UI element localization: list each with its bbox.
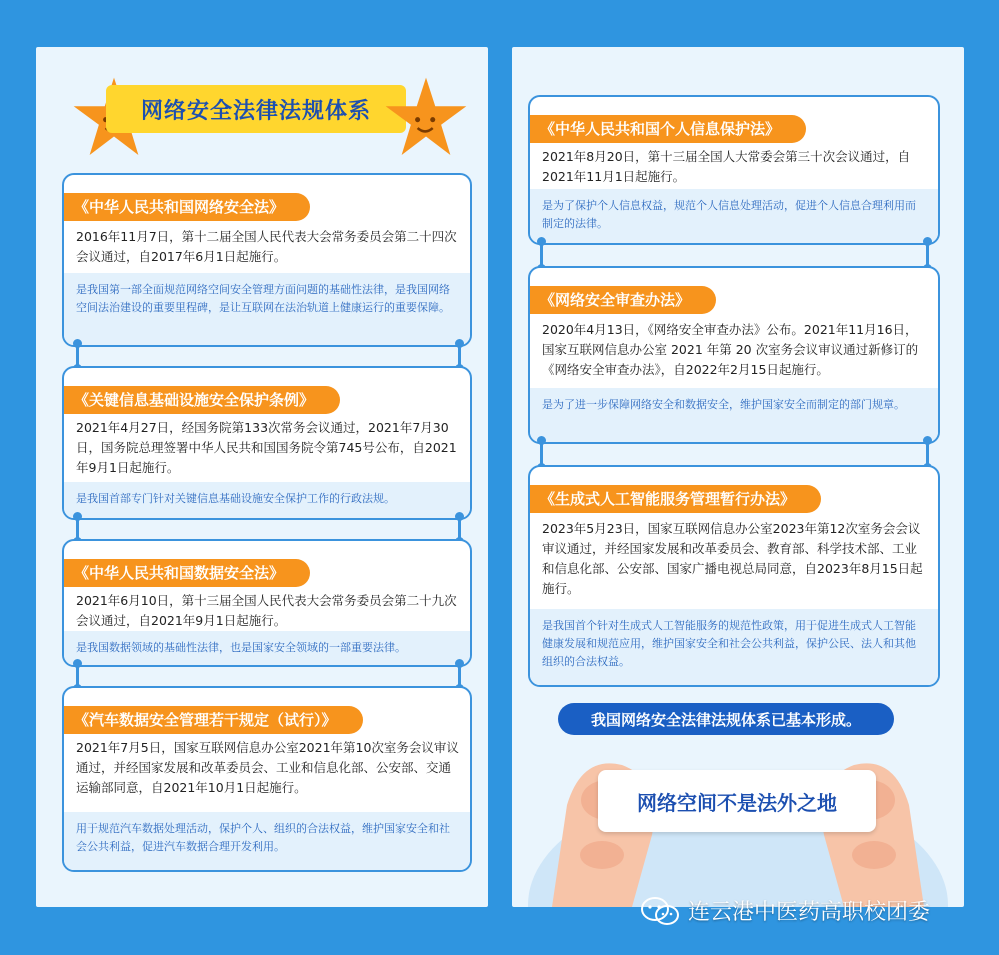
law-card-title: 《中华人民共和国数据安全法》: [62, 559, 310, 587]
connector: [926, 440, 929, 468]
law-card: [62, 173, 472, 347]
law-card-title: 《中华人民共和国网络安全法》: [62, 193, 310, 221]
watermark: [640, 895, 930, 926]
law-card-title: 《关键信息基础设施安全保护条例》: [62, 386, 340, 414]
law-card: [62, 686, 472, 872]
law-card-body: 2021年4月27日，经国务院第133次常务会议通过，2021年7月30日，国务院总理签署中华人民共和国国务院令第745号公布，自2021年9月1日起施行。: [76, 420, 457, 475]
law-card-body: 2016年11月7日，第十二届全国人民代表大会常务委员会第二十四次会议通过，自2017年6月1日起施行。: [76, 229, 457, 264]
law-card-body: 2021年6月10日，第十三届全国人民代表大会常务委员会第二十九次会议通过，自2021年9月1日起施行。: [76, 593, 457, 628]
law-card-note: 是我国第一部全面规范网络空间安全管理方面问题的基础性法律，是我国网络空间法治建设的重要里程碑，是让互联网在法治轨道上健康运行的重要保障。: [64, 273, 470, 345]
law-card-note: 是为了保护个人信息权益，规范个人信息处理活动，促进个人信息合理利用而制定的法律。: [530, 189, 938, 243]
law-card-note: 是为了进一步保障网络安全和数据安全，维护国家安全而制定的部门规章。: [530, 388, 938, 442]
law-card-title: 《中华人民共和国个人信息保护法》: [528, 115, 806, 143]
summary-banner: 我国网络安全法律法规体系已基本形成。: [558, 703, 894, 735]
slogan-card: 网络空间不是法外之地: [598, 770, 876, 832]
wechat-icon: [640, 896, 680, 926]
law-card-note: 是我国首部专门针对关键信息基础设施安全保护工作的行政法规。: [64, 482, 470, 518]
law-card: [62, 366, 472, 520]
star-right-icon: [384, 76, 468, 160]
law-card-note: 是我国数据领域的基础性法律，也是国家安全领域的一部重要法律。: [64, 631, 470, 665]
law-card-body: 2021年7月5日，国家互联网信息办公室2021年第10次室务会议审议通过，并经国家发展和改革委员会、工业和信息化部、公安部、交通运输部同意，自2021年10月1日起施行。: [76, 740, 459, 795]
page-title: 网络安全法律法规体系: [106, 85, 406, 133]
watermark-text: 连云港中医药高职校团委: [688, 900, 931, 925]
connector: [540, 241, 543, 269]
law-card: [528, 465, 940, 687]
connector: [540, 440, 543, 468]
law-card-note: 是我国首个针对生成式人工智能服务的规范性政策，用于促进生成式人工智能健康发展和规范应用，维护国家安全和社会公共利益，保护公民、法人和其他组织的合法权益。: [530, 609, 938, 685]
connector: [926, 241, 929, 269]
law-card-body: 2021年8月20日，第十三届全国人大常委会第三十次会议通过，自2021年11月1日起施行。: [542, 149, 911, 184]
law-card: [528, 95, 940, 245]
law-card-title: 《网络安全审查办法》: [528, 286, 716, 314]
law-card-body: 2023年5月23日，国家互联网信息办公室2023年第12次室务会会议审议通过，并经国家发展和改革委员会、教育部、科学技术部、工业和信息化部、公安部、国家广播电视总局同意，自2023年8月15日起施行。: [542, 521, 923, 596]
law-card-title: 《汽车数据安全管理若干规定（试行）》: [62, 706, 363, 734]
law-card-body: 2020年4月13日，《网络安全审查办法》公布。2021年11月16日，国家互联网信息办公室 2021 年第 20 次室务会议审议通过新修订的《网络安全审查办法》，自2022年2月15日起施行。: [542, 322, 919, 377]
law-card: [62, 539, 472, 667]
law-card: [528, 266, 940, 444]
law-card-title: 《生成式人工智能服务管理暂行办法》: [528, 485, 821, 513]
law-card-note: 用于规范汽车数据处理活动，保护个人、组织的合法权益，维护国家安全和社会公共利益，促进汽车数据合理开发利用。: [64, 812, 470, 870]
